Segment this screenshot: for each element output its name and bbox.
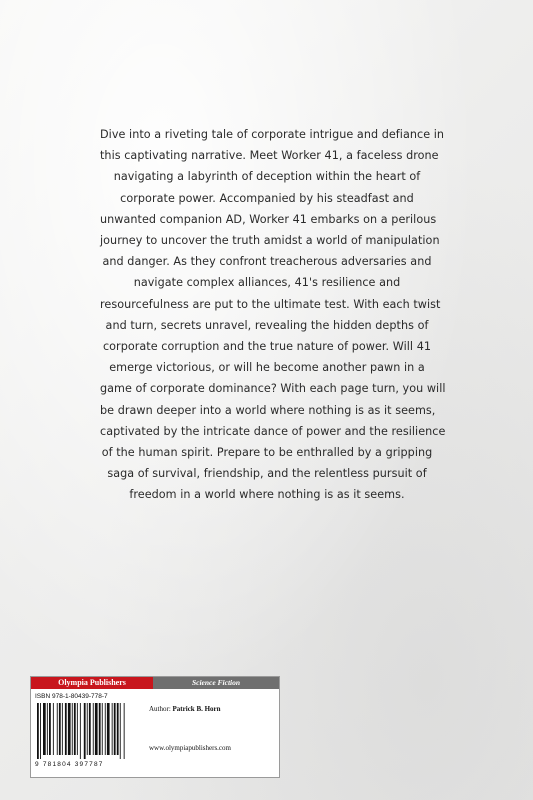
- barcode-bar: [72, 703, 73, 755]
- barcode-bar: [95, 703, 98, 755]
- barcode-bar: [62, 703, 63, 755]
- publisher-band: Olympia Publishers: [31, 677, 153, 689]
- isbn-label: ISBN 978-1-80439-778-7: [35, 693, 108, 700]
- barcode-digits: 9 781804 397787: [35, 761, 104, 768]
- blurb-line: navigate complex alliances, 41's resilience and: [133, 276, 401, 290]
- barcode-bar: [107, 703, 110, 755]
- blurb-line: corporate corruption and the true nature of power. Will 41: [102, 340, 432, 354]
- barcode-bar: [49, 703, 51, 755]
- barcode-bar: [89, 703, 91, 755]
- barcode-bar: [84, 703, 86, 759]
- blurb-line: and turn, secrets unravel, revealing the hidden depths of: [105, 318, 429, 332]
- blurb-line: be drawn deeper into a world where nothing is as it seems,: [100, 403, 436, 417]
- barcode-bar: [80, 703, 81, 759]
- publisher-website: www.olympiapublishers.com: [149, 744, 231, 752]
- barcode-bar: [47, 703, 48, 755]
- barcode-bar: [40, 703, 41, 759]
- blurb-line: emerge victorious, or will he become another pawn in a: [109, 361, 425, 375]
- barcode-bar: [112, 703, 113, 755]
- barcode-bar: [43, 703, 46, 755]
- barcode-bar: [124, 703, 125, 759]
- blurb-line: Dive into a riveting tale of corporate intrigue and defiance in: [100, 128, 445, 141]
- blurb-line: corporate power. Accompanied by his steadfast and: [120, 191, 414, 205]
- blurb-line: resourcefulness are put to the ultimate test. With each twist: [100, 297, 441, 311]
- barcode-bar: [57, 703, 58, 755]
- blurb-line: game of corporate dominance? With each page turn, you will: [100, 382, 446, 396]
- blurb-line: this captivating narrative. Meet Worker 41, a faceless drone: [100, 149, 439, 163]
- author-name: Patrick B. Horn: [172, 705, 221, 713]
- barcode-bar: [77, 703, 78, 755]
- barcode-bar: [102, 703, 103, 755]
- barcode-icon: [37, 703, 137, 759]
- author-prefix: Author:: [149, 705, 171, 713]
- barcode-bar: [120, 703, 121, 759]
- barcode-panel: [30, 676, 280, 778]
- blurb-line: saga of survival, friendship, and the relentless pursuit of: [107, 467, 427, 481]
- barcode-bar: [117, 703, 119, 755]
- blurb-line: of the human spirit. Prepare to be enthralled by a gripping: [101, 446, 433, 460]
- book-blurb: [100, 124, 446, 506]
- barcode-bar: [74, 703, 76, 755]
- barcode-bar: [68, 703, 71, 755]
- blurb-line: navigating a labyrinth of deception within the heart of: [113, 170, 421, 184]
- genre-band: Science Fiction: [153, 677, 279, 689]
- barcode-bar: [114, 703, 116, 755]
- blurb-line: and danger. As they confront treacherous adversaries and: [102, 255, 432, 269]
- barcode-bar: [105, 703, 106, 755]
- barcode-bar: [53, 703, 54, 755]
- barcode-bar: [59, 703, 61, 755]
- blurb-line: unwanted companion AD, Worker 41 embarks on a perilous: [100, 212, 437, 226]
- barcode-bar: [65, 703, 67, 755]
- barcode-bar: [87, 703, 88, 755]
- barcode-bar: [93, 703, 94, 755]
- author-line: [149, 705, 221, 713]
- barcode-bar: [99, 703, 101, 755]
- blurb-line: journey to uncover the truth amidst a world of manipulation: [100, 234, 440, 248]
- blurb-line: captivated by the intricate dance of power and the resilience: [100, 424, 446, 438]
- barcode-bar: [37, 703, 39, 759]
- blurb-line: freedom in a world where nothing is as it seems.: [129, 488, 405, 502]
